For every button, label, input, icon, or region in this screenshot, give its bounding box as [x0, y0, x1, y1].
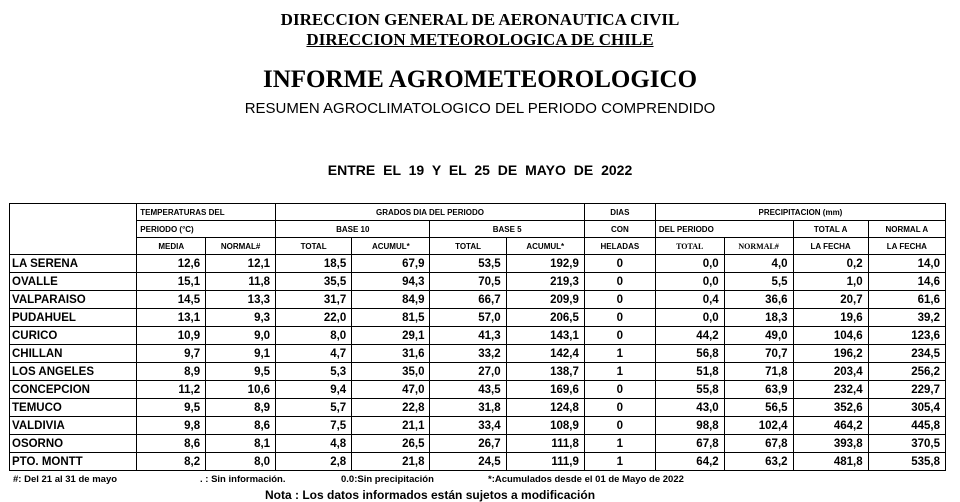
- temp-normal: 9,5: [206, 363, 276, 381]
- temp-normal: 8,0: [206, 453, 276, 471]
- dias-header-1: DIAS: [584, 204, 655, 221]
- gd-b10-total: 4,7: [276, 345, 352, 363]
- temp-media: 9,8: [137, 417, 206, 435]
- station-header-cell: [10, 204, 137, 255]
- total-a-header: TOTAL A: [793, 221, 868, 238]
- precip-total: 0,0: [655, 273, 724, 291]
- gd-b5-total: 27,0: [430, 363, 506, 381]
- gd-b10-total: 35,5: [276, 273, 352, 291]
- dias-heladas: 0: [584, 309, 655, 327]
- gd-b5-total: 31,8: [430, 399, 506, 417]
- gd-b10-acumul: 94,3: [352, 273, 430, 291]
- temp-normal: 13,3: [206, 291, 276, 309]
- precip-total: 43,0: [655, 399, 724, 417]
- gd-b10-total: 7,5: [276, 417, 352, 435]
- gd-b10-acumul: 26,5: [352, 435, 430, 453]
- precip-normal-fecha: 14,6: [868, 273, 945, 291]
- base10-header: BASE 10: [276, 221, 430, 238]
- temp-media: 14,5: [137, 291, 206, 309]
- temp-group-header: TEMPERATURAS DEL: [137, 204, 276, 221]
- precip-total-fecha: 232,4: [793, 381, 868, 399]
- gd-b5-acumul: 108,9: [506, 417, 584, 435]
- gd-b5-total: 41,3: [430, 327, 506, 345]
- gd-b5-total: 33,2: [430, 345, 506, 363]
- dias-heladas: 1: [584, 453, 655, 471]
- gd-b5-total: 57,0: [430, 309, 506, 327]
- precip-total: 44,2: [655, 327, 724, 345]
- precip-total-fecha: 481,8: [793, 453, 868, 471]
- table-row: [10, 417, 946, 435]
- gd-b5-acumul: 124,8: [506, 399, 584, 417]
- dias-heladas: 1: [584, 363, 655, 381]
- precip-normal: 67,8: [724, 435, 793, 453]
- temp-normal: 9,3: [206, 309, 276, 327]
- table-row: [10, 363, 946, 381]
- precip-normal-fecha: 305,4: [868, 399, 945, 417]
- dias-heladas: 0: [584, 291, 655, 309]
- precip-total: 0,4: [655, 291, 724, 309]
- temp-period-header: PERIODO (°C): [137, 221, 276, 238]
- gd-b10-total: 5,3: [276, 363, 352, 381]
- total-b10-header: TOTAL: [276, 238, 352, 255]
- gd-b5-total: 26,7: [430, 435, 506, 453]
- dias-header-2: CON: [584, 221, 655, 238]
- table-row: [10, 453, 946, 471]
- footnote-normal: #: Del 21 al 31 de mayo: [13, 474, 118, 485]
- precip-normal-fecha: 535,8: [868, 453, 945, 471]
- temp-media: 9,7: [137, 345, 206, 363]
- dias-heladas: 0: [584, 255, 655, 273]
- precip-total: 56,8: [655, 345, 724, 363]
- precip-normal: 5,5: [724, 273, 793, 291]
- gd-b5-total: 24,5: [430, 453, 506, 471]
- temp-normal: 12,1: [206, 255, 276, 273]
- footnote-sin-precip: 0.0:Sin precipitación: [341, 474, 434, 485]
- table-row: [10, 399, 946, 417]
- temp-normal: 8,9: [206, 399, 276, 417]
- report-title: INFORME AGROMETEOROLOGICO: [262, 66, 698, 93]
- precip-total: 98,8: [655, 417, 724, 435]
- precip-total-fecha: 464,2: [793, 417, 868, 435]
- acumul-b10-header: ACUMUL*: [352, 238, 430, 255]
- precip-normal-fecha: 14,0: [868, 255, 945, 273]
- dias-heladas: 1: [584, 435, 655, 453]
- gd-b5-total: 43,5: [430, 381, 506, 399]
- dias-heladas: 0: [584, 273, 655, 291]
- gd-b10-total: 31,7: [276, 291, 352, 309]
- temp-normal: 9,0: [206, 327, 276, 345]
- precip-total: 51,8: [655, 363, 724, 381]
- gd-b5-total: 53,5: [430, 255, 506, 273]
- gd-b10-total: 22,0: [276, 309, 352, 327]
- nota: Nota : Los datos informados están sujetos a modificación: [265, 488, 596, 502]
- precip-normal: 36,6: [724, 291, 793, 309]
- precip-normal: 49,0: [724, 327, 793, 345]
- dias-heladas: 0: [584, 417, 655, 435]
- station-name: PTO. MONTT: [10, 453, 137, 471]
- temp-normal: 8,1: [206, 435, 276, 453]
- temp-media: 12,6: [137, 255, 206, 273]
- normal-temp-header: NORMAL#: [206, 238, 276, 255]
- temp-media: 8,6: [137, 435, 206, 453]
- station-name: VALDIVIA: [10, 417, 137, 435]
- la-fecha-header-1: LA FECHA: [793, 238, 868, 255]
- gd-b10-acumul: 67,9: [352, 255, 430, 273]
- precip-total: 0,0: [655, 309, 724, 327]
- precip-normal-fecha: 123,6: [868, 327, 945, 345]
- temp-media: 13,1: [137, 309, 206, 327]
- precip-total-fecha: 196,2: [793, 345, 868, 363]
- precip-normal: 70,7: [724, 345, 793, 363]
- precip-total-fecha: 352,6: [793, 399, 868, 417]
- media-header: MEDIA: [137, 238, 206, 255]
- precip-normal: 71,8: [724, 363, 793, 381]
- gd-b5-acumul: 219,3: [506, 273, 584, 291]
- base5-header: BASE 5: [430, 221, 584, 238]
- gd-b5-acumul: 206,5: [506, 309, 584, 327]
- gd-b5-total: 33,4: [430, 417, 506, 435]
- temp-media: 11,2: [137, 381, 206, 399]
- station-name: LA SERENA: [10, 255, 137, 273]
- gd-b5-acumul: 111,9: [506, 453, 584, 471]
- dias-heladas: 1: [584, 345, 655, 363]
- station-name: CHILLAN: [10, 345, 137, 363]
- precip-normal-fecha: 370,5: [868, 435, 945, 453]
- header-line-2: DIRECCION METEOROLOGICA DE CHILE: [306, 30, 654, 49]
- gd-b5-total: 70,5: [430, 273, 506, 291]
- temp-normal: 11,8: [206, 273, 276, 291]
- precip-total: 0,0: [655, 255, 724, 273]
- table-row: [10, 309, 946, 327]
- total-b5-header: TOTAL: [430, 238, 506, 255]
- header-line-1: DIRECCION GENERAL DE AERONAUTICA CIVIL: [280, 10, 680, 29]
- precip-normal-fecha: 61,6: [868, 291, 945, 309]
- table-row: [10, 381, 946, 399]
- temp-media: 15,1: [137, 273, 206, 291]
- precip-total: 64,2: [655, 453, 724, 471]
- station-name: LOS ANGELES: [10, 363, 137, 381]
- precip-normal-fecha: 256,2: [868, 363, 945, 381]
- header-row-1: [10, 204, 946, 221]
- precip-normal: 102,4: [724, 417, 793, 435]
- gd-b5-acumul: 143,1: [506, 327, 584, 345]
- gd-b10-acumul: 29,1: [352, 327, 430, 345]
- gd-b5-acumul: 138,7: [506, 363, 584, 381]
- acumul-b5-header: ACUMUL*: [506, 238, 584, 255]
- precip-total-fecha: 203,4: [793, 363, 868, 381]
- precip-normal: 63,9: [724, 381, 793, 399]
- precip-total-fecha: 1,0: [793, 273, 868, 291]
- precip-group-header: PRECIPITACION (mm): [655, 204, 945, 221]
- gd-b10-total: 4,8: [276, 435, 352, 453]
- temp-media: 8,9: [137, 363, 206, 381]
- gd-b10-acumul: 21,1: [352, 417, 430, 435]
- gd-b10-acumul: 31,6: [352, 345, 430, 363]
- temp-normal: 9,1: [206, 345, 276, 363]
- precip-total-fecha: 19,6: [793, 309, 868, 327]
- precip-normal-fecha: 229,7: [868, 381, 945, 399]
- station-name: OSORNO: [10, 435, 137, 453]
- station-name: OVALLE: [10, 273, 137, 291]
- precip-total-fecha: 0,2: [793, 255, 868, 273]
- del-periodo-header: DEL PERIODO: [655, 221, 793, 238]
- dias-heladas: 0: [584, 381, 655, 399]
- gd-group-header: GRADOS DIA DEL PERIODO: [276, 204, 585, 221]
- gd-b10-total: 18,5: [276, 255, 352, 273]
- temp-media: 8,2: [137, 453, 206, 471]
- gd-b10-total: 2,8: [276, 453, 352, 471]
- gd-b5-acumul: 169,6: [506, 381, 584, 399]
- la-fecha-header-2: LA FECHA: [868, 238, 945, 255]
- header-row-3: [10, 238, 946, 255]
- precip-normal: 56,5: [724, 399, 793, 417]
- table-row: [10, 273, 946, 291]
- report-subtitle: RESUMEN AGROCLIMATOLOGICO DEL PERIODO COMPRENDIDO: [244, 100, 716, 117]
- temp-normal: 8,6: [206, 417, 276, 435]
- data-body: [10, 255, 946, 471]
- normal-a-header: NORMAL A: [868, 221, 945, 238]
- precip-total: 55,8: [655, 381, 724, 399]
- precip-total-fecha: 104,6: [793, 327, 868, 345]
- temp-normal: 10,6: [206, 381, 276, 399]
- gd-b10-total: 9,4: [276, 381, 352, 399]
- dias-heladas: 0: [584, 327, 655, 345]
- gd-b5-acumul: 142,4: [506, 345, 584, 363]
- header-row-2: [10, 221, 946, 238]
- gd-b10-acumul: 84,9: [352, 291, 430, 309]
- precip-normal-fecha: 39,2: [868, 309, 945, 327]
- heladas-header: HELADAS: [584, 238, 655, 255]
- table-row: [10, 435, 946, 453]
- temp-media: 10,9: [137, 327, 206, 345]
- gd-b10-acumul: 47,0: [352, 381, 430, 399]
- station-name: PUDAHUEL: [10, 309, 137, 327]
- dias-heladas: 0: [584, 399, 655, 417]
- gd-b10-total: 5,7: [276, 399, 352, 417]
- precip-total-fecha: 393,8: [793, 435, 868, 453]
- precip-total: 67,8: [655, 435, 724, 453]
- gd-b10-acumul: 81,5: [352, 309, 430, 327]
- table-row: [10, 291, 946, 309]
- total-precip-header: TOTAL: [655, 238, 724, 255]
- gd-b5-total: 66,7: [430, 291, 506, 309]
- report-period: ENTRE EL 19 Y EL 25 DE MAYO DE 2022: [327, 162, 633, 178]
- temp-media: 9,5: [137, 399, 206, 417]
- precip-normal-fecha: 234,5: [868, 345, 945, 363]
- station-name: CURICO: [10, 327, 137, 345]
- normal-precip-header: NORMAL#: [724, 238, 793, 255]
- precip-normal: 63,2: [724, 453, 793, 471]
- gd-b5-acumul: 111,8: [506, 435, 584, 453]
- table-row: [10, 255, 946, 273]
- gd-b10-total: 8,0: [276, 327, 352, 345]
- footnote-sin-info: . : Sin información.: [200, 474, 286, 485]
- station-name: CONCEPCION: [10, 381, 137, 399]
- table-row: [10, 345, 946, 363]
- gd-b10-acumul: 35,0: [352, 363, 430, 381]
- agro-data-table: [9, 203, 946, 471]
- table-row: [10, 327, 946, 345]
- gd-b10-acumul: 21,8: [352, 453, 430, 471]
- station-name: VALPARAISO: [10, 291, 137, 309]
- gd-b10-acumul: 22,8: [352, 399, 430, 417]
- precip-normal-fecha: 445,8: [868, 417, 945, 435]
- footnote-acumulados: *:Acumulados desde el 01 de Mayo de 2022: [488, 474, 684, 485]
- precip-total-fecha: 20,7: [793, 291, 868, 309]
- station-name: TEMUCO: [10, 399, 137, 417]
- gd-b5-acumul: 192,9: [506, 255, 584, 273]
- precip-normal: 4,0: [724, 255, 793, 273]
- precip-normal: 18,3: [724, 309, 793, 327]
- gd-b5-acumul: 209,9: [506, 291, 584, 309]
